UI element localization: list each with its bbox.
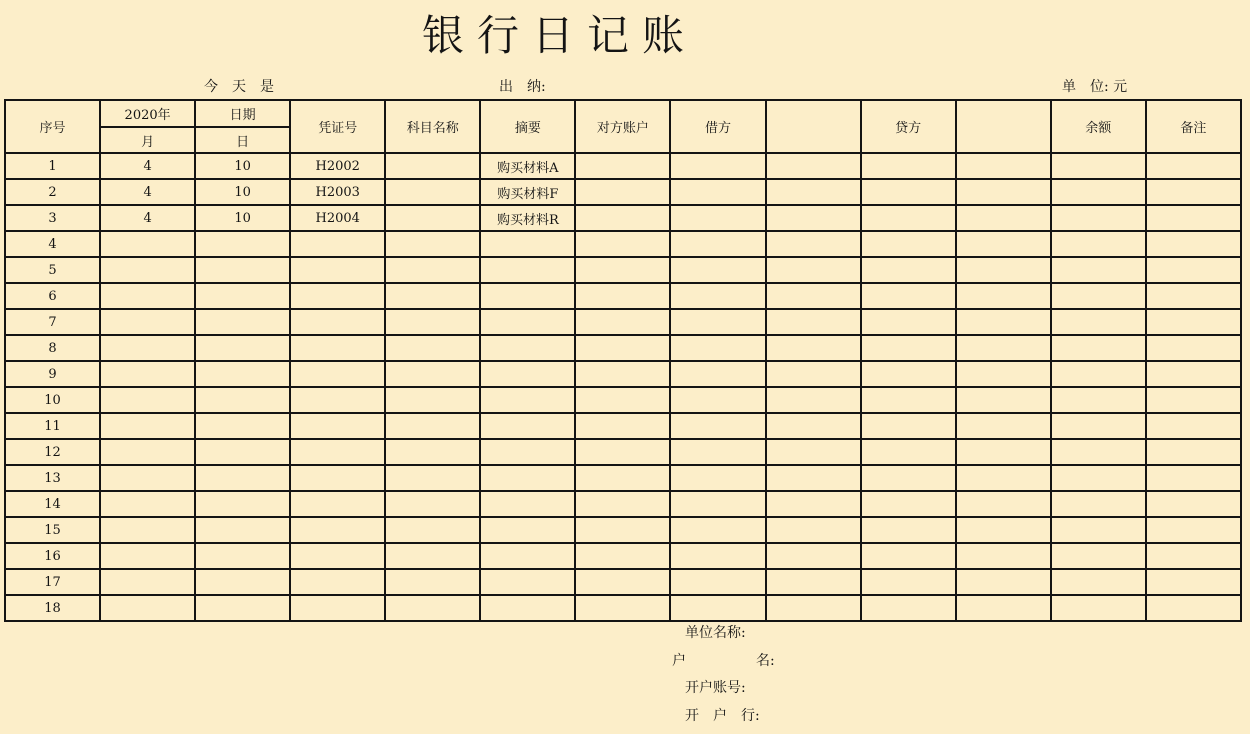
cell-blank2: [956, 413, 1051, 439]
cell-subject: [385, 439, 480, 465]
cell-blank2: [956, 153, 1051, 179]
cell-blank1: [766, 595, 861, 621]
cell-day: [195, 257, 290, 283]
cell-blank2: [956, 439, 1051, 465]
cell-summary: 购买材料F: [480, 179, 575, 205]
cell-subject: [385, 335, 480, 361]
cell-credit: [861, 465, 956, 491]
cell-month: [100, 517, 195, 543]
cell-balance: [1051, 439, 1146, 465]
cell-subject: [385, 569, 480, 595]
cell-remark: [1146, 491, 1241, 517]
cell-counterparty: [575, 283, 670, 309]
cell-month: [100, 387, 195, 413]
cell-counterparty: [575, 179, 670, 205]
cell-month: [100, 491, 195, 517]
header-blank1: [766, 100, 861, 153]
journal-table: [4, 99, 1242, 622]
cell-blank1: [766, 257, 861, 283]
table-row: [5, 309, 1241, 335]
account-name-label: 户 名:: [672, 652, 775, 669]
cell-balance: [1051, 335, 1146, 361]
table-row: [5, 465, 1241, 491]
cell-balance: [1051, 257, 1146, 283]
cell-voucher: [290, 361, 385, 387]
cell-counterparty: [575, 413, 670, 439]
header-summary: 摘要: [480, 100, 575, 153]
cell-balance: [1051, 283, 1146, 309]
cell-seq: 7: [5, 309, 100, 335]
cell-credit: [861, 439, 956, 465]
cell-blank2: [956, 205, 1051, 231]
table-row: [5, 231, 1241, 257]
cell-seq: 8: [5, 335, 100, 361]
cell-subject: [385, 465, 480, 491]
cell-summary: [480, 283, 575, 309]
cell-debit: [670, 205, 765, 231]
cell-remark: [1146, 335, 1241, 361]
cell-summary: [480, 517, 575, 543]
cell-seq: 1: [5, 153, 100, 179]
cell-debit: [670, 153, 765, 179]
cell-remark: [1146, 231, 1241, 257]
cell-summary: [480, 257, 575, 283]
cell-seq: 9: [5, 361, 100, 387]
cell-day: [195, 413, 290, 439]
cell-blank2: [956, 231, 1051, 257]
cell-remark: [1146, 439, 1241, 465]
cell-seq: 3: [5, 205, 100, 231]
cell-credit: [861, 205, 956, 231]
cell-credit: [861, 153, 956, 179]
cell-blank2: [956, 387, 1051, 413]
cell-blank2: [956, 569, 1051, 595]
cell-debit: [670, 257, 765, 283]
cell-voucher: H2003: [290, 179, 385, 205]
cell-debit: [670, 283, 765, 309]
cell-balance: [1051, 543, 1146, 569]
cell-month: 4: [100, 205, 195, 231]
cell-seq: 17: [5, 569, 100, 595]
cell-blank1: [766, 179, 861, 205]
cell-credit: [861, 491, 956, 517]
cell-remark: [1146, 153, 1241, 179]
cell-remark: [1146, 465, 1241, 491]
table-row: [5, 335, 1241, 361]
cell-remark: [1146, 361, 1241, 387]
cell-credit: [861, 257, 956, 283]
cell-blank1: [766, 335, 861, 361]
cell-debit: [670, 413, 765, 439]
cell-month: [100, 335, 195, 361]
cell-voucher: [290, 439, 385, 465]
cell-month: [100, 257, 195, 283]
cell-balance: [1051, 231, 1146, 257]
cell-month: [100, 283, 195, 309]
cell-credit: [861, 283, 956, 309]
cell-month: [100, 231, 195, 257]
cell-day: [195, 543, 290, 569]
cell-counterparty: [575, 309, 670, 335]
cell-day: [195, 335, 290, 361]
cell-debit: [670, 387, 765, 413]
cell-summary: [480, 387, 575, 413]
cell-remark: [1146, 569, 1241, 595]
cell-remark: [1146, 387, 1241, 413]
cell-seq: 15: [5, 517, 100, 543]
cell-counterparty: [575, 543, 670, 569]
cell-month: 4: [100, 153, 195, 179]
cell-summary: [480, 465, 575, 491]
cell-subject: [385, 283, 480, 309]
cell-counterparty: [575, 335, 670, 361]
header-remark: 备注: [1146, 100, 1241, 153]
cell-counterparty: [575, 439, 670, 465]
table-row: [5, 439, 1241, 465]
header-month: 月: [100, 127, 195, 153]
cell-counterparty: [575, 257, 670, 283]
cell-seq: 4: [5, 231, 100, 257]
cell-month: [100, 309, 195, 335]
cell-balance: [1051, 153, 1146, 179]
cell-subject: [385, 595, 480, 621]
cell-blank1: [766, 309, 861, 335]
cell-summary: [480, 439, 575, 465]
header-credit: 贷方: [861, 100, 956, 153]
table-row: [5, 179, 1241, 205]
cell-subject: [385, 413, 480, 439]
cell-day: 10: [195, 153, 290, 179]
cell-voucher: [290, 517, 385, 543]
cell-credit: [861, 335, 956, 361]
header-blank2: [956, 100, 1051, 153]
cell-blank1: [766, 387, 861, 413]
cell-summary: [480, 595, 575, 621]
cell-day: [195, 595, 290, 621]
cell-voucher: H2004: [290, 205, 385, 231]
cell-summary: 购买材料A: [480, 153, 575, 179]
cell-counterparty: [575, 153, 670, 179]
cell-summary: [480, 309, 575, 335]
cell-voucher: [290, 491, 385, 517]
cell-blank2: [956, 361, 1051, 387]
cell-balance: [1051, 569, 1146, 595]
cell-voucher: [290, 595, 385, 621]
cell-month: [100, 413, 195, 439]
cell-counterparty: [575, 517, 670, 543]
cell-remark: [1146, 257, 1241, 283]
header-subject: 科目名称: [385, 100, 480, 153]
footer-block: [672, 624, 775, 734]
cell-credit: [861, 361, 956, 387]
table-row: [5, 205, 1241, 231]
cell-subject: [385, 257, 480, 283]
cell-summary: [480, 413, 575, 439]
cell-credit: [861, 413, 956, 439]
cell-debit: [670, 595, 765, 621]
cell-counterparty: [575, 491, 670, 517]
table-row: [5, 413, 1241, 439]
cell-counterparty: [575, 387, 670, 413]
cell-blank1: [766, 413, 861, 439]
header-year: 2020年: [100, 100, 195, 127]
cell-blank1: [766, 569, 861, 595]
cell-blank2: [956, 309, 1051, 335]
cell-debit: [670, 517, 765, 543]
cell-seq: 6: [5, 283, 100, 309]
cell-blank2: [956, 257, 1051, 283]
cell-day: [195, 491, 290, 517]
cell-voucher: [290, 465, 385, 491]
cell-subject: [385, 387, 480, 413]
cell-debit: [670, 465, 765, 491]
cell-summary: [480, 335, 575, 361]
cell-summary: [480, 543, 575, 569]
table-row: [5, 387, 1241, 413]
cell-debit: [670, 491, 765, 517]
cell-debit: [670, 309, 765, 335]
cell-remark: [1146, 205, 1241, 231]
cell-voucher: [290, 231, 385, 257]
cell-subject: [385, 153, 480, 179]
cell-balance: [1051, 309, 1146, 335]
cell-debit: [670, 569, 765, 595]
table-row: [5, 283, 1241, 309]
cell-blank2: [956, 595, 1051, 621]
cell-blank1: [766, 231, 861, 257]
cell-subject: [385, 231, 480, 257]
table-row: [5, 517, 1241, 543]
cell-balance: [1051, 491, 1146, 517]
cell-balance: [1051, 517, 1146, 543]
cell-summary: [480, 231, 575, 257]
cell-blank2: [956, 465, 1051, 491]
header-day: 日: [195, 127, 290, 153]
cell-credit: [861, 387, 956, 413]
cell-blank1: [766, 153, 861, 179]
cell-seq: 18: [5, 595, 100, 621]
cell-counterparty: [575, 205, 670, 231]
cell-remark: [1146, 283, 1241, 309]
header-debit: 借方: [670, 100, 765, 153]
cell-month: [100, 361, 195, 387]
cell-subject: [385, 517, 480, 543]
cell-subject: [385, 361, 480, 387]
cell-debit: [670, 335, 765, 361]
account-no-label: 开户账号:: [685, 680, 746, 696]
table-row: [5, 595, 1241, 621]
header-date-group: 日期: [195, 100, 290, 127]
cell-month: [100, 595, 195, 621]
cell-blank1: [766, 517, 861, 543]
cell-blank1: [766, 361, 861, 387]
cell-credit: [861, 309, 956, 335]
cell-subject: [385, 309, 480, 335]
cell-credit: [861, 543, 956, 569]
table-row: [5, 153, 1241, 179]
cell-debit: [670, 179, 765, 205]
cell-blank2: [956, 543, 1051, 569]
cell-voucher: [290, 257, 385, 283]
cell-balance: [1051, 413, 1146, 439]
cell-month: [100, 439, 195, 465]
cell-blank1: [766, 465, 861, 491]
cell-voucher: [290, 413, 385, 439]
cell-blank1: [766, 491, 861, 517]
cell-day: [195, 309, 290, 335]
table-row: [5, 569, 1241, 595]
cell-seq: 13: [5, 465, 100, 491]
cell-voucher: [290, 283, 385, 309]
cell-seq: 12: [5, 439, 100, 465]
cell-subject: [385, 205, 480, 231]
cell-balance: [1051, 387, 1146, 413]
cell-credit: [861, 179, 956, 205]
cell-remark: [1146, 543, 1241, 569]
cell-day: 10: [195, 205, 290, 231]
cell-debit: [670, 543, 765, 569]
cell-blank2: [956, 517, 1051, 543]
cell-debit: [670, 361, 765, 387]
cell-month: [100, 465, 195, 491]
page-title: 银行日记账: [422, 11, 698, 60]
cell-credit: [861, 595, 956, 621]
cell-debit: [670, 439, 765, 465]
cell-counterparty: [575, 569, 670, 595]
cell-remark: [1146, 517, 1241, 543]
cell-blank2: [956, 491, 1051, 517]
cell-counterparty: [575, 231, 670, 257]
cell-month: 4: [100, 179, 195, 205]
cell-summary: [480, 569, 575, 595]
cell-seq: 11: [5, 413, 100, 439]
header-balance: 余额: [1051, 100, 1146, 153]
journal-table-header: [5, 100, 1241, 153]
cell-month: [100, 543, 195, 569]
cell-voucher: [290, 387, 385, 413]
cell-subject: [385, 491, 480, 517]
cell-day: [195, 387, 290, 413]
header-seq: 序号: [5, 100, 100, 153]
cell-month: [100, 569, 195, 595]
cell-voucher: [290, 309, 385, 335]
unit-name-label: 单位名称:: [685, 625, 746, 641]
bank-label: 开 户 行:: [685, 707, 760, 724]
cell-debit: [670, 231, 765, 257]
cell-day: [195, 439, 290, 465]
header-voucher: 凭证号: [290, 100, 385, 153]
cell-remark: [1146, 413, 1241, 439]
table-row: [5, 543, 1241, 569]
cell-summary: 购买材料R: [480, 205, 575, 231]
cashier-label: 出 纳:: [499, 79, 546, 95]
cell-counterparty: [575, 465, 670, 491]
cell-day: [195, 361, 290, 387]
cell-subject: [385, 179, 480, 205]
cell-balance: [1051, 205, 1146, 231]
cell-seq: 16: [5, 543, 100, 569]
cell-day: [195, 231, 290, 257]
cell-blank1: [766, 205, 861, 231]
cell-voucher: [290, 335, 385, 361]
cell-blank1: [766, 543, 861, 569]
cell-counterparty: [575, 595, 670, 621]
cell-balance: [1051, 361, 1146, 387]
cell-balance: [1051, 465, 1146, 491]
cell-blank2: [956, 335, 1051, 361]
cell-balance: [1051, 595, 1146, 621]
cell-remark: [1146, 309, 1241, 335]
cell-seq: 2: [5, 179, 100, 205]
cell-seq: 5: [5, 257, 100, 283]
cell-day: [195, 283, 290, 309]
cell-blank1: [766, 439, 861, 465]
cell-summary: [480, 361, 575, 387]
table-row: [5, 361, 1241, 387]
cell-credit: [861, 517, 956, 543]
header-counterparty: 对方账户: [575, 100, 670, 153]
unit-label: 单 位: 元: [1062, 79, 1128, 95]
cell-credit: [861, 231, 956, 257]
cell-subject: [385, 543, 480, 569]
cell-seq: 14: [5, 491, 100, 517]
cell-voucher: H2002: [290, 153, 385, 179]
cell-remark: [1146, 595, 1241, 621]
journal-table-body: [5, 153, 1241, 621]
cell-blank1: [766, 283, 861, 309]
cell-remark: [1146, 179, 1241, 205]
cell-blank2: [956, 283, 1051, 309]
cell-credit: [861, 569, 956, 595]
cell-counterparty: [575, 361, 670, 387]
cell-seq: 10: [5, 387, 100, 413]
cell-day: [195, 465, 290, 491]
cell-summary: [480, 491, 575, 517]
cell-voucher: [290, 569, 385, 595]
cell-blank2: [956, 179, 1051, 205]
today-label: 今 天 是: [204, 79, 274, 95]
table-row: [5, 257, 1241, 283]
cell-day: 10: [195, 179, 290, 205]
cell-day: [195, 569, 290, 595]
cell-voucher: [290, 543, 385, 569]
cell-day: [195, 517, 290, 543]
table-row: [5, 491, 1241, 517]
cell-balance: [1051, 179, 1146, 205]
